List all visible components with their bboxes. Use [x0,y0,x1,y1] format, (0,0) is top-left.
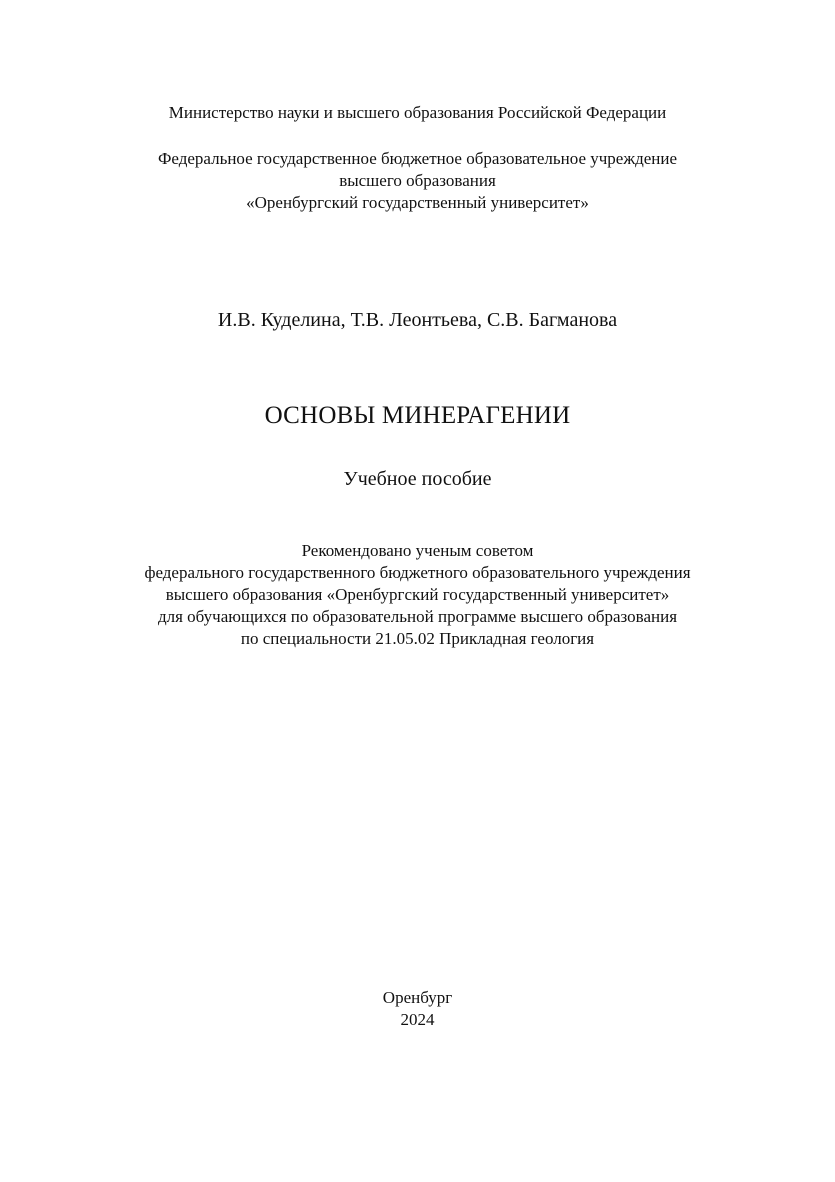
institution-line-1: Федеральное государственное бюджетное образовательное учреждение [157,149,678,168]
institution-line-2: высшего образования [339,171,496,190]
recommendation-line-4: для обучающихся по образовательной программе высшего образования [157,607,678,626]
publication-type: Учебное пособие [343,468,492,490]
recommendation-line-1: Рекомендовано ученым советом [301,541,534,560]
authors: И.В. Куделина, Т.В. Леонтьева, С.В. Багманова [217,309,618,331]
publication-year: 2024 [400,1010,435,1029]
publication-city: Оренбург [382,988,453,1007]
book-title: ОСНОВЫ МИНЕРАГЕНИИ [264,402,571,429]
institution-block [0,148,835,214]
recommendation-line-5: по специальности 21.05.02 Прикладная геология [240,629,595,648]
recommendation-block [0,540,835,650]
recommendation-line-3: высшего образования «Оренбургский государственный университет» [165,585,670,604]
institution-line-3: «Оренбургский государственный университет» [246,193,589,212]
recommendation-line-2: федерального государственного бюджетного образовательного учреждения [144,563,691,582]
imprint-block [0,987,835,1031]
ministry-name: Министерство науки и высшего образования Российской Федерации [168,103,667,122]
